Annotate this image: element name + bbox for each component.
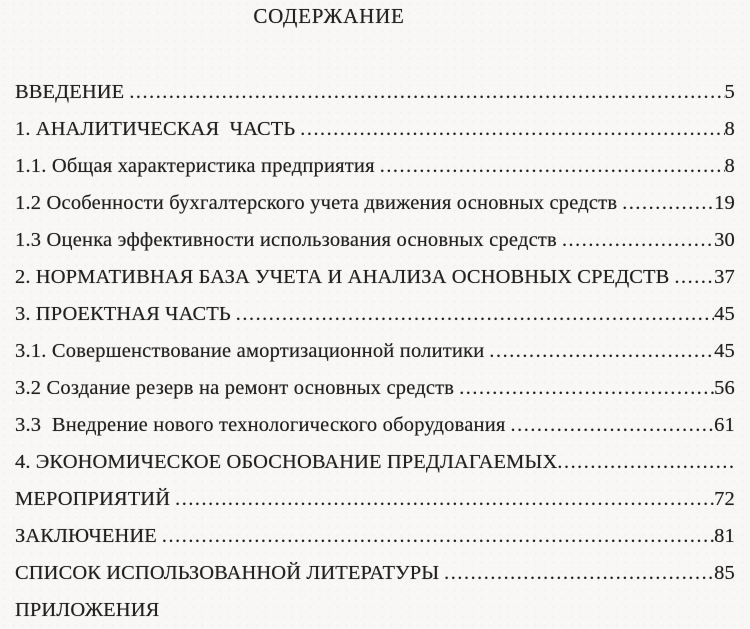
toc-entry-section-4-line-1	[15, 444, 735, 481]
dot-leader	[489, 333, 714, 370]
toc-entry-title: 3. ПРОЕКТНАЯ ЧАСТЬ	[15, 303, 231, 325]
dot-leader	[459, 370, 714, 407]
toc-entry-page: 8	[724, 155, 735, 177]
toc-entry-vvedenie	[15, 74, 735, 111]
toc-entry-title: 1.1. Общая характеристика предприятия	[15, 155, 375, 177]
toc-entry-zaklyuchenie	[15, 518, 735, 555]
dot-leader	[162, 518, 714, 555]
toc-entry-section-3-1	[15, 333, 735, 370]
toc-entry-page: 45	[714, 303, 735, 325]
toc-entry-section-4-line-2	[15, 481, 735, 518]
dot-leader	[236, 296, 714, 333]
toc-entry-title: 4. ЭКОНОМИЧЕСКОЕ ОБОСНОВАНИЕ ПРЕДЛАГАЕМЫХ	[15, 451, 558, 473]
toc-entry-section-2	[15, 259, 735, 296]
toc-entry-title: 3.3 Внедрение нового технологического оборудования	[15, 414, 506, 436]
toc-entry-title: 1. АНАЛИТИЧЕСКАЯ ЧАСТЬ	[15, 118, 296, 140]
toc-entry-section-3	[15, 296, 735, 333]
toc-entry-title: 2. НОРМАТИВНАЯ БАЗА УЧЕТА И АНАЛИЗА ОСНОВНЫХ СРЕДСТВ	[15, 266, 670, 288]
dot-leader	[300, 111, 724, 148]
toc-entry-page: 8	[724, 118, 735, 140]
toc-entry-page: 45	[714, 340, 735, 362]
table-of-contents	[15, 74, 735, 629]
dot-leader	[557, 444, 735, 481]
toc-entry-prilozheniya	[15, 592, 735, 629]
toc-entry-page: 72	[714, 488, 735, 510]
toc-entry-page: 30	[714, 229, 735, 251]
toc-entry-page: 19	[714, 192, 735, 214]
dot-leader	[674, 259, 714, 296]
toc-entry-page: 85	[714, 562, 735, 584]
toc-entry-section-1	[15, 111, 735, 148]
dot-leader	[129, 74, 724, 111]
toc-entry-page: 5	[724, 81, 735, 103]
toc-entry-section-1-2	[15, 185, 735, 222]
toc-entry-page: 81	[714, 525, 735, 547]
toc-entry-title: СПИСОК ИСПОЛЬЗОВАННОЙ ЛИТЕРАТУРЫ	[15, 562, 440, 584]
dot-leader	[175, 481, 714, 518]
toc-entry-title: ВВЕДЕНИЕ	[15, 81, 125, 103]
dot-leader	[622, 185, 714, 222]
toc-entry-title: 1.2 Особенности бухгалтерского учета движения основных средств	[15, 192, 618, 214]
dot-leader	[562, 222, 714, 259]
toc-entry-title: 1.3 Оценка эффективности использования основных средств	[15, 229, 557, 251]
toc-entry-page: 37	[714, 266, 735, 288]
toc-entry-section-3-2	[15, 370, 735, 407]
toc-entry-section-3-3	[15, 407, 735, 444]
toc-entry-title: ЗАКЛЮЧЕНИЕ	[15, 525, 157, 547]
dot-leader	[380, 148, 725, 185]
dot-leader	[511, 407, 715, 444]
toc-entry-title: 3.2 Создание резерв на ремонт основных средств	[15, 377, 455, 399]
page-title: СОДЕРЖАНИЕ	[253, 4, 405, 28]
toc-entry-page: 61	[714, 414, 735, 436]
toc-entry-section-1-3	[15, 222, 735, 259]
toc-entry-page: 56	[714, 377, 735, 399]
toc-entry-title: ПРИЛОЖЕНИЯ	[15, 599, 160, 621]
toc-entry-title: 3.1. Совершенствование амортизационной политики	[15, 340, 485, 362]
toc-entry-spisok-literatury	[15, 555, 735, 592]
toc-entry-section-1-1	[15, 148, 735, 185]
dot-leader	[444, 555, 714, 592]
toc-entry-title: МЕРОПРИЯТИЙ	[15, 488, 171, 510]
